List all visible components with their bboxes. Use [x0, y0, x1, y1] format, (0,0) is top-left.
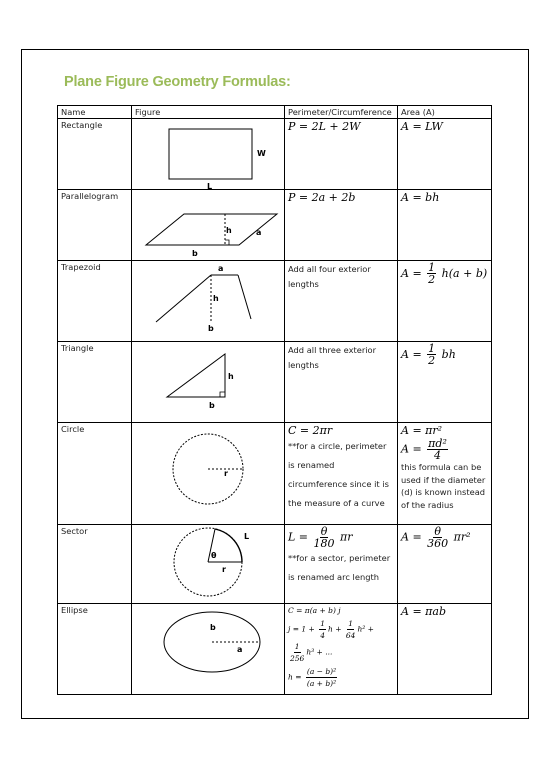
figure-parallelogram: [132, 190, 285, 261]
circle-alt-num: πd²: [428, 437, 447, 450]
circle-figure: [132, 423, 285, 525]
sector-figure: [132, 525, 285, 604]
area-circle: [398, 423, 492, 525]
trapezoid-a-label: a: [218, 264, 224, 273]
rectangle-w-label: W: [257, 149, 266, 158]
name-parallelogram: Parallelogram: [58, 190, 132, 261]
sector-area-num: θ: [434, 525, 441, 538]
triangle-b-label: b: [209, 401, 215, 410]
sector-perim-suffix: πr: [340, 530, 353, 544]
ellipse-h-den: (a + b)²: [306, 679, 337, 688]
ellipse-t3-num: 1: [294, 642, 300, 651]
rectangle-figure: [132, 119, 285, 190]
rectangle-shape: [169, 129, 252, 179]
header-row: [58, 106, 492, 119]
name-circle: Circle: [58, 423, 132, 525]
name-rectangle: Rectangle: [58, 119, 132, 190]
ellipse-t3-den: 256: [290, 654, 305, 663]
circle-r-label: r: [224, 469, 228, 478]
circle-alt-den: 4: [434, 449, 442, 462]
perimeter-triangle: Add all three exterior lengths: [285, 342, 398, 423]
figure-circle: [132, 423, 285, 525]
page-title: Plane Figure Geometry Formulas:: [64, 74, 291, 90]
rectangle-area-formula: A = LW: [401, 120, 443, 133]
sector-area-suffix: πr²: [453, 530, 471, 544]
sector-theta-label: θ: [211, 551, 217, 560]
header-figure: Figure: [132, 106, 285, 119]
header-name: Name: [58, 106, 132, 119]
parallelogram-h-label: h: [226, 226, 232, 235]
row-rectangle: [58, 119, 492, 190]
header-area: Area (A): [398, 106, 492, 119]
figure-sector: [132, 525, 285, 604]
perimeter-trapezoid: Add all four exterior lengths: [285, 261, 398, 342]
ellipse-t1-num: 1: [320, 619, 325, 628]
triangle-shape: [167, 354, 225, 397]
row-trapezoid: [58, 261, 492, 342]
perimeter-sector: [285, 525, 398, 604]
ellipse-t1-den: 4: [320, 631, 325, 640]
area-triangle: [398, 342, 492, 423]
name-trapezoid: Trapezoid: [58, 261, 132, 342]
triangle-figure: [132, 342, 285, 423]
sector-perim-den: 180: [313, 537, 335, 550]
row-circle: [58, 423, 492, 525]
rectangle-l-label: L: [207, 182, 213, 190]
sector-note-line2: is renamed arc length: [288, 572, 379, 582]
ellipse-t2-h: h² +: [357, 624, 374, 634]
parallelogram-figure: [132, 190, 285, 261]
area-rectangle: [398, 119, 492, 190]
sector-perim-prefix: L =: [288, 530, 309, 544]
ellipse-t2-den: 64: [345, 631, 356, 640]
circle-note-line4: the measure of a curve: [288, 498, 385, 508]
circle-perimeter-formula: C = 2πr: [288, 424, 333, 437]
ellipse-a-label: a: [237, 645, 243, 654]
trapezoid-left-side: [156, 275, 211, 322]
ellipse-t1-h: h +: [328, 624, 342, 634]
ellipse-j-series: [288, 618, 394, 664]
sector-arc: [215, 529, 242, 562]
sector-r-label: r: [222, 565, 226, 574]
sector-perim-num: θ: [320, 525, 328, 538]
header-perimeter: Perimeter/Circumference: [285, 106, 398, 119]
row-sector: [58, 525, 492, 604]
trapezoid-b-label: b: [208, 324, 214, 333]
parallelogram-right-angle: [225, 240, 229, 245]
circle-note-line3: circumference since it is: [288, 479, 389, 489]
row-ellipse: [58, 604, 492, 695]
sector-area-formula: [401, 526, 488, 549]
triangle-frac-num: 1: [428, 342, 436, 355]
circle-perimeter-notes: [288, 437, 394, 513]
row-triangle: [58, 342, 492, 423]
area-parallelogram: [398, 190, 492, 261]
figure-trapezoid: [132, 261, 285, 342]
sector-l-label: L: [244, 532, 250, 541]
circle-alt-prefix: A =: [401, 442, 422, 456]
parallelogram-area-formula: A = bh: [401, 191, 440, 204]
sector-area-den: 360: [427, 537, 449, 550]
circle-area-formula: A = πr²: [401, 424, 443, 437]
triangle-frac-den: 2: [428, 354, 436, 367]
sector-perimeter-formula: [288, 526, 394, 549]
ellipse-h-definition: [288, 666, 394, 689]
parallelogram-perimeter-formula: P = 2a + 2b: [288, 191, 356, 204]
rectangle-perimeter-formula: P = 2L + 2W: [288, 120, 361, 133]
circle-area-alt-formula: [401, 438, 488, 461]
trapezoid-figure: [132, 261, 285, 342]
trapezoid-area-formula: [401, 261, 488, 286]
sector-area-prefix: A =: [401, 530, 422, 544]
trapezoid-h-label: h: [213, 294, 219, 303]
circle-note-line1: **for a circle, perimeter: [288, 441, 387, 451]
parallelogram-b-label: b: [192, 249, 198, 258]
triangle-area-suffix: bh: [441, 347, 456, 361]
circle-area-note: this formula can be used if the diameter (d) is known instead of the radius: [401, 462, 486, 510]
row-parallelogram: [58, 190, 492, 261]
perimeter-ellipse: [285, 604, 398, 695]
ellipse-area-formula: A = πab: [401, 605, 446, 618]
ellipse-h-prefix: h =: [288, 672, 302, 682]
triangle-area-prefix: A =: [401, 347, 422, 361]
perimeter-circle: [285, 423, 398, 525]
name-sector: Sector: [58, 525, 132, 604]
area-trapezoid: [398, 261, 492, 342]
figure-ellipse: [132, 604, 285, 695]
ellipse-h-num: (a − b)²: [306, 667, 337, 676]
ellipse-circumference-line: C = π(a + b) j: [288, 606, 341, 615]
name-triangle: Triangle: [58, 342, 132, 423]
ellipse-t3-h: h³ + ...: [306, 647, 333, 657]
ellipse-t2-num: 1: [348, 619, 354, 628]
trapezoid-area-prefix: A =: [401, 266, 422, 280]
perimeter-parallelogram: [285, 190, 398, 261]
area-sector: [398, 525, 492, 604]
ellipse-figure: [132, 604, 285, 695]
trapezoid-area-suffix: h(a + b): [441, 266, 488, 280]
name-ellipse: Ellipse: [58, 604, 132, 695]
triangle-right-angle: [220, 392, 225, 397]
trapezoid-right-side: [238, 275, 251, 319]
triangle-area-formula: [401, 342, 456, 367]
formulas-table: [57, 105, 492, 695]
figure-triangle: [132, 342, 285, 423]
trapezoid-frac-den: 2: [428, 273, 436, 286]
perimeter-rectangle: [285, 119, 398, 190]
figure-rectangle: [132, 119, 285, 190]
sector-note-line1: **for a sector, perimeter: [288, 553, 391, 563]
triangle-h-label: h: [228, 372, 234, 381]
sector-perimeter-notes: [288, 549, 394, 587]
parallelogram-a-label: a: [256, 228, 262, 237]
ellipse-j-prefix: j = 1 +: [288, 624, 315, 634]
trapezoid-frac-num: 1: [428, 261, 436, 274]
circle-note-line2: is renamed: [288, 460, 335, 470]
area-ellipse: [398, 604, 492, 695]
ellipse-b-label: b: [210, 623, 216, 632]
